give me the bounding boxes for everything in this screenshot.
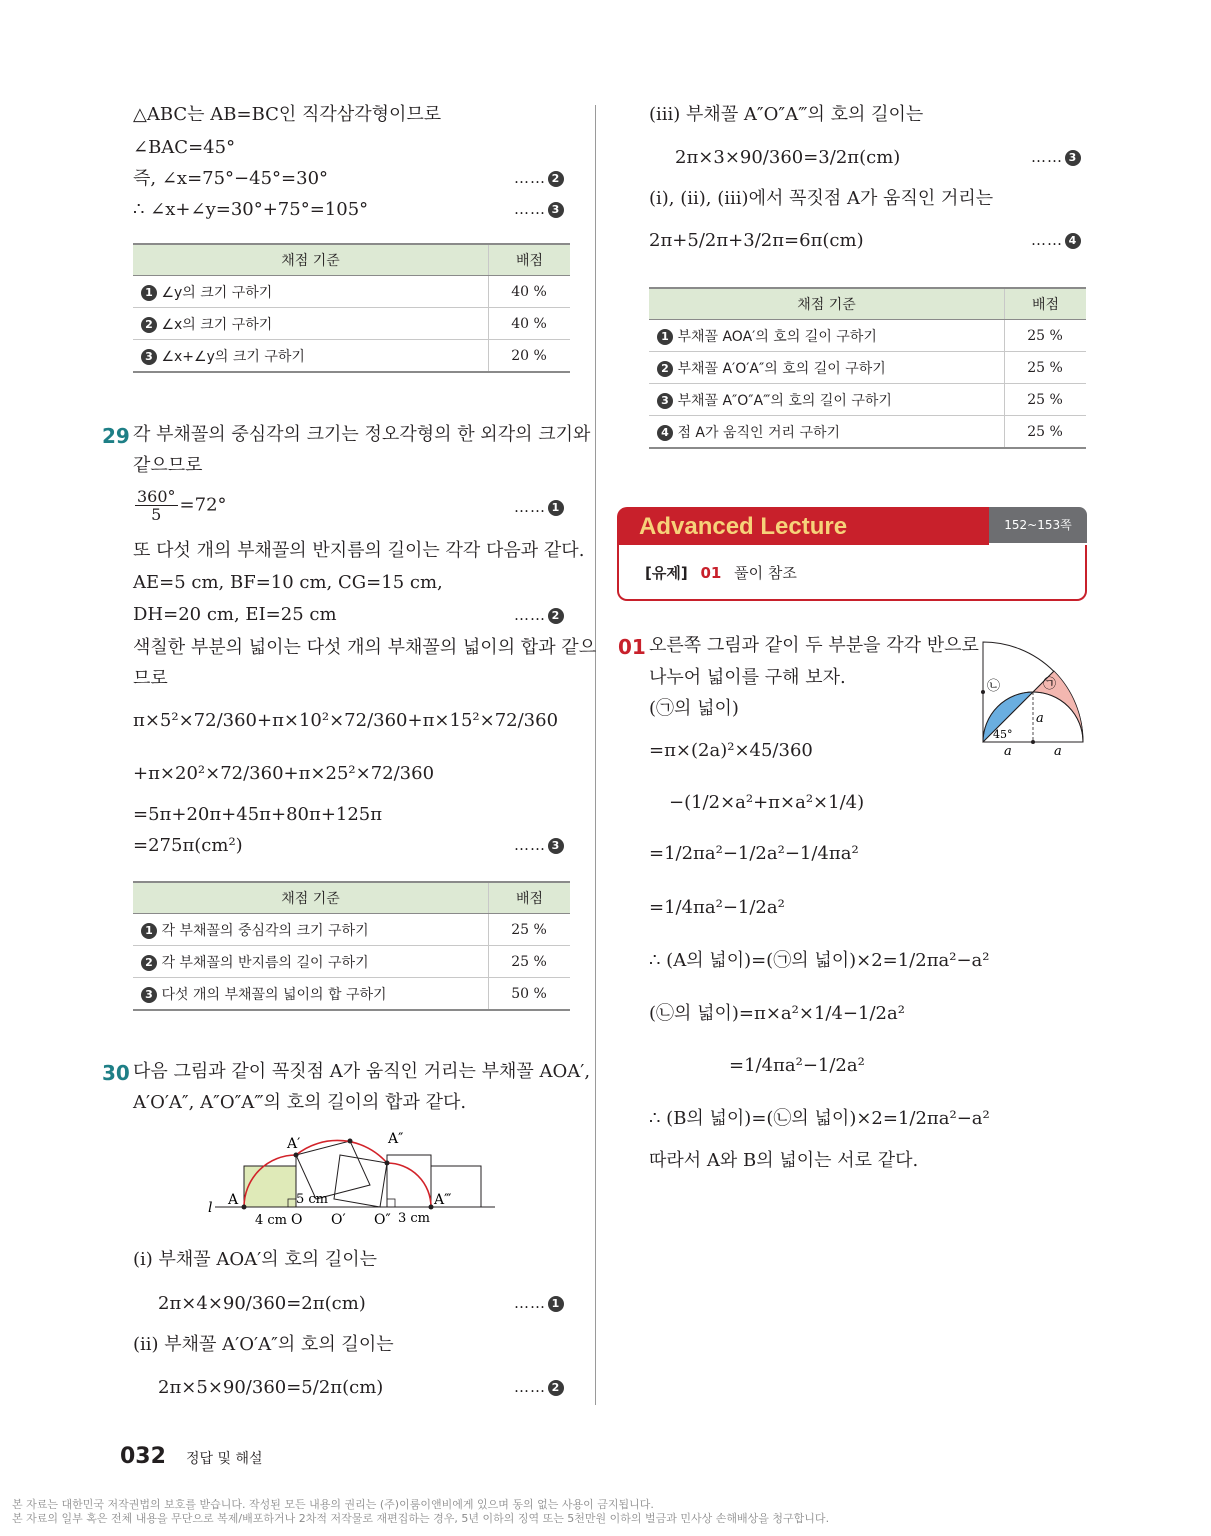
step-mark-2: …… 2 (514, 606, 564, 624)
scoring-table-28 (133, 243, 570, 373)
page-range-tab: 152~153쪽 (989, 507, 1087, 543)
step-mark-3: …… 3 (514, 200, 564, 218)
p29-line-4: AE=5 cm, BF=10 cm, CG=15 cm, (133, 572, 443, 593)
p30-case-ii-expr: 2π×5×90/360=5/2π(cm) (158, 1377, 384, 1398)
rolling-square-figure (200, 1125, 500, 1230)
p29-fraction: $\frac{360^\circ}{5}$ =72° (137, 487, 227, 524)
p29-line-1: 각 부채꼴의 중심각의 크기는 정오각형의 한 외각의 크기와 (133, 424, 591, 445)
p30-case-iii: (ⅲ) 부채꼴 A″O″A‴의 호의 길이는 (649, 104, 924, 125)
table-row: 3 다섯 개의 부채꼴의 넓이의 합 구하기 50 % (133, 978, 570, 1011)
p01-expr-6: (㉡의 넓이)=π×a²×1/4−1/2a² (649, 1003, 905, 1024)
length-a-label: a (1036, 711, 1044, 726)
angle-45-label: 45° (993, 728, 1013, 741)
step-mark-3: …… 3 (514, 836, 564, 854)
table-row: 1 각 부채꼴의 중심각의 크기 구하기 25 % (133, 914, 570, 946)
p29-line-7: 므로 (133, 668, 168, 689)
point-A1-label: A′ (287, 1136, 301, 1152)
p01-expr-1: =π×(2a)²×45/360 (649, 740, 813, 761)
p01-expr-7: =1/4πa²−1/2a² (729, 1055, 865, 1076)
advanced-lecture-title: Advanced Lecture (639, 513, 848, 540)
p29-expr-2: +π×20²×72/360+π×25²×72/360 (133, 763, 435, 784)
region-g-label: ㉠ (1043, 677, 1057, 692)
p30-case-i-expr: 2π×4×90/360=2π(cm) (158, 1293, 366, 1314)
table-row: 1 부채꼴 AOA′의 호의 길이 구하기 25 % (649, 320, 1086, 352)
step-mark-1: …… 1 (514, 498, 564, 516)
p29-expr-1: π×5²×72/360+π×10²×72/360+π×15²×72/360 (133, 710, 559, 731)
intro-line-1: △ABC는 AB=BC인 직각삼각형이므로 (133, 104, 442, 125)
p01-line-1: 오른쪽 그림과 같이 두 부분을 각각 반으로 (649, 635, 979, 656)
p01-conclusion: 따라서 A와 B의 넓이는 서로 같다. (649, 1150, 919, 1171)
p01-expr-2: −(1/2×a²+π×a²×1/4) (669, 792, 865, 813)
copyright-line-1: 본 자료는 대한민국 저작권법의 보호를 받습니다. 작성된 모든 내용의 권리는 (주)이룸이앤비에게 있으며 동의 없는 사용이 금지됩니다. (12, 1498, 654, 1511)
length-a-label: a (1004, 744, 1012, 759)
quarter-circle-figure (975, 638, 1090, 760)
point-O-label: O (291, 1212, 303, 1228)
section-title: 정답 및 해설 (186, 1451, 263, 1467)
length-3cm-label: 3 cm (398, 1211, 431, 1226)
length-4cm-label: 4 cm (255, 1213, 288, 1228)
p29-expr-3: =5π+20π+45π+80π+125π (133, 804, 383, 825)
intro-line-3: 즉, ∠x=75°−45°=30° (133, 168, 329, 189)
table-row: 2 ∠x의 크기 구하기 40 % (133, 308, 570, 340)
point-A3-label: A‴ (434, 1192, 452, 1208)
point-O2-label: O″ (374, 1212, 391, 1228)
page-number: 032 (120, 1444, 166, 1469)
p29-line-6: 색칠한 부분의 넓이는 다섯 개의 부채꼴의 넓이의 합과 같으 (133, 637, 597, 658)
p30-case-iii-expr: 2π×3×90/360=3/2π(cm) (675, 147, 901, 168)
region-n-label: ㉡ (987, 679, 1001, 694)
p29-expr-4: =275π(cm²) (133, 835, 243, 856)
p01-expr-4: =1/4πa²−1/2a² (649, 897, 785, 918)
advanced-lecture-content: [유제] 01 풀이 참조 (645, 564, 797, 582)
table-row: 2 각 부채꼴의 반지름의 길이 구하기 25 % (133, 946, 570, 978)
table-header-criteria: 채점 기준 (649, 288, 1005, 320)
table-row: 2 부채꼴 A′O′A″의 호의 길이 구하기 25 % (649, 352, 1086, 384)
table-header-criteria: 채점 기준 (133, 882, 489, 914)
p30-case-ii: (ⅱ) 부채꼴 A′O′A″의 호의 길이는 (133, 1334, 394, 1355)
advanced-lecture-box (617, 507, 1087, 601)
problem-number-30: 30 (102, 1061, 130, 1085)
step-mark-3: …… 3 (1031, 148, 1081, 166)
intro-line-2: ∠BAC=45° (133, 137, 236, 158)
line-label: l (208, 1200, 213, 1216)
point-A-label: A (228, 1192, 239, 1208)
table-header-points: 배점 (489, 882, 571, 914)
p30-line-2: A′O′A″, A″O″A‴의 호의 길이의 합과 같다. (133, 1092, 467, 1113)
table-row: 3 부채꼴 A″O″A‴의 호의 길이 구하기 25 % (649, 384, 1086, 416)
p29-line-5: DH=20 cm, EI=25 cm (133, 604, 337, 625)
length-a-label: a (1054, 744, 1062, 759)
table-header-criteria: 채점 기준 (133, 244, 489, 276)
problem-number-01: 01 (618, 635, 646, 659)
table-row: 3 ∠x+∠y의 크기 구하기 20 % (133, 340, 570, 373)
point-O1-label: O′ (331, 1212, 346, 1228)
intro-line-4: ∴ ∠x+∠y=30°+75°=105° (133, 199, 369, 220)
p01-line-3: (㉠의 넓이) (649, 698, 739, 719)
table-row: 4 점 A가 움직인 거리 구하기 25 % (649, 416, 1086, 449)
length-5cm-label: 5 cm (296, 1192, 329, 1207)
p01-expr-8: ∴ (B의 넓이)=(㉡의 넓이)×2=1/2πa²−a² (649, 1108, 990, 1129)
step-mark-1: …… 1 (514, 1294, 564, 1312)
table-row: 1 ∠y의 크기 구하기 40 % (133, 276, 570, 308)
p01-expr-5: ∴ (A의 넓이)=(㉠의 넓이)×2=1/2πa²−a² (649, 950, 990, 971)
problem-number-29: 29 (102, 424, 130, 448)
copyright-line-2: 본 자료의 일부 혹은 전체 내용을 무단으로 복제/배포하거나 2차적 저작물로 재편집하는 경우, 5년 이하의 징역 또는 5천만원 이하의 벌금과 민사상 손해배상을 청구합니다. (12, 1512, 830, 1525)
p29-line-3: 또 다섯 개의 부채꼴의 반지름의 길이는 각각 다음과 같다. (133, 540, 585, 561)
p30-sum-label: (ⅰ), (ⅱ), (ⅲ)에서 꼭짓점 A가 움직인 거리는 (649, 188, 994, 209)
table-header-points: 배점 (1005, 288, 1087, 320)
p30-line-1: 다음 그림과 같이 꼭짓점 A가 움직인 거리는 부채꼴 AOA′, (133, 1061, 591, 1082)
advanced-lecture-header (617, 507, 989, 545)
p30-case-i: (ⅰ) 부채꼴 AOA′의 호의 길이는 (133, 1249, 378, 1270)
step-mark-2: …… 2 (514, 169, 564, 187)
step-mark-2: …… 2 (514, 1378, 564, 1396)
p01-expr-3: =1/2πa²−1/2a²−1/4πa² (649, 843, 859, 864)
advanced-lecture-body (617, 545, 1087, 601)
column-divider (595, 105, 596, 1405)
scoring-table-29 (133, 881, 570, 1011)
scoring-table-30 (649, 287, 1086, 449)
p30-sum-expr: 2π+5/2π+3/2π=6π(cm) (649, 230, 864, 251)
step-mark-4: …… 4 (1031, 231, 1081, 249)
table-header-points: 배점 (489, 244, 571, 276)
point-A2-label: A″ (388, 1131, 404, 1147)
p29-line-2: 같으므로 (133, 455, 203, 476)
p01-line-2: 나누어 넓이를 구해 보자. (649, 667, 846, 688)
